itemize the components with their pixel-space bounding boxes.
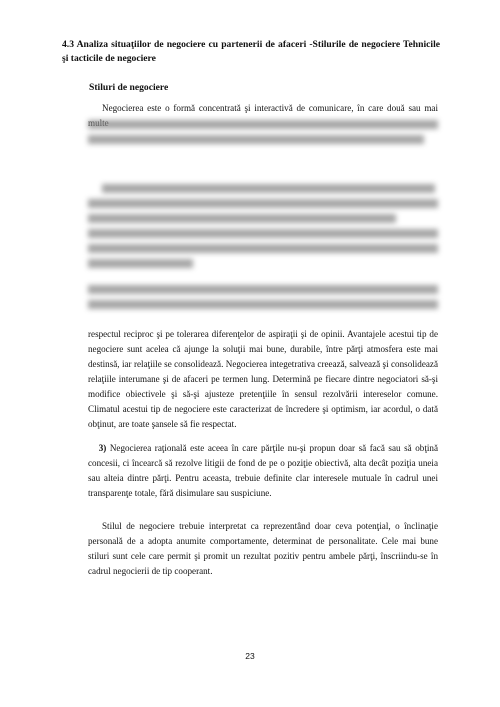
- subsection-heading: Stiluri de negociere: [89, 82, 169, 93]
- blurred-text-block: [88, 282, 438, 315]
- integrative-negotiation-paragraph: respectul reciproc şi pe tolerarea diferenţelor de aspiraţii şi de opinii. Avantajele acestui tip de negociere sunt acelea că ajunge la soluţii mai bune, durabile, între părţi atmosfera este mai destinsă, iar relaţiile se consolidează. Negocierea integetrativa creează, salvează şi consolidează relaţiile interumane şi de afaceri pe termen lung. Determină pe fiecare dintre negociatori să-şi modifice obiectivele şi să-şi ajusteze pretenţiile în sensul rezolvării intereselor comune. Climatul acestui tip de negociere este caracterizat de încredere şi optimism, iar acordul, o dată obţinut, are toate şansele să fie respectat.: [88, 329, 438, 429]
- section-heading: 4.3 Analiza situaţiilor de negociere cu partenerii de afaceri -Stilurile de negociere Tehnicile şi tacticile de negociere: [62, 39, 440, 64]
- list-number: 3): [98, 443, 107, 453]
- blurred-text-block: [88, 117, 438, 150]
- rational-negotiation-paragraph: [88, 441, 438, 501]
- blurred-text-block: [88, 181, 438, 274]
- negotiation-style-paragraph: Stilul de negociere trebuie interpretat ca reprezentând doar ceva potenţial, o înclinaţie personală de a adopta anumite comportamente, determinat de personalitate. Cele mai bune stiluri sunt cele care permit şi promit un rezultat pozitiv pentru ambele părţi, înscriindu-se în cadrul negocierii de tip cooperant.: [88, 521, 438, 576]
- page-number: 23: [245, 651, 255, 661]
- rational-negotiation-text: Negocierea raţională este aceea în care părţile nu-şi propun doar să facă sau să obţină concesii, ci încearcă să rezolve litigii de fond de pe o poziţie obiectivă, alta decât poziţia uneia sau alteia dintre părţi. Pentru aceasta, trebuie definite clar interesele mutuale în cadrul unei transparenţe totale, fără disimulare sau suspiciune.: [88, 443, 438, 498]
- intro-paragraph: Negocierea este o formă concentrată şi interactivă de comunicare, în care două sau mai: [102, 103, 438, 113]
